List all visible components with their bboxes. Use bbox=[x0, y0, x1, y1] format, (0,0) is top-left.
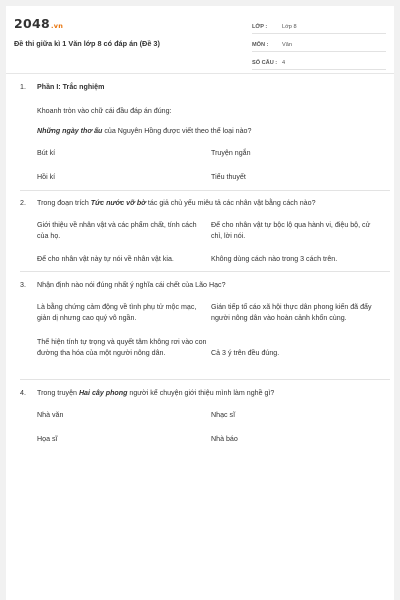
option-c[interactable]: Hồi kí bbox=[37, 173, 56, 181]
question-pre: Trong đoạn trích bbox=[37, 199, 91, 207]
question-number: 1. bbox=[20, 83, 26, 91]
question-text: Nhận định nào nói đúng nhất ý nghĩa cái chết của Lão Hạc? bbox=[37, 281, 226, 289]
work-title: Những ngày thơ ấu bbox=[37, 127, 103, 135]
question-divider bbox=[20, 190, 390, 191]
option-b[interactable]: Để cho nhân vật tự bộc lộ qua hành vi, điệu bộ, cử chỉ, lời nói. bbox=[211, 221, 371, 240]
option-d[interactable]: Nhà báo bbox=[211, 435, 238, 443]
meta-row-question-count bbox=[252, 57, 386, 70]
work-title: Hai cây phong bbox=[78, 389, 128, 397]
logo-main: 2048 bbox=[14, 16, 50, 31]
work-title: Tức nước vỡ bờ bbox=[90, 199, 146, 207]
meta-value: 4 bbox=[282, 60, 286, 66]
section-heading: Phần I: Trắc nghiệm bbox=[37, 83, 105, 91]
meta-label: LỚP : bbox=[252, 24, 268, 30]
option-c[interactable]: Họa sĩ bbox=[37, 435, 58, 443]
option-c[interactable]: Thể hiện tính tự trọng và quyết tâm không rơi vào con đường tha hóa của một người nông dân. bbox=[37, 338, 207, 357]
header-divider bbox=[6, 73, 394, 74]
meta-label: MÔN : bbox=[252, 42, 269, 48]
question-rest: của Nguyên Hồng được viết theo thể loại nào? bbox=[102, 127, 252, 135]
option-b[interactable]: Nhạc sĩ bbox=[211, 411, 236, 419]
option-b[interactable]: Truyện ngắn bbox=[211, 149, 251, 157]
meta-value: Văn bbox=[282, 42, 292, 48]
meta-row-class bbox=[252, 21, 386, 34]
question-rest: tác giả chủ yếu miêu tả các nhân vật bằng cách nào? bbox=[145, 199, 316, 207]
option-a[interactable]: Nhà văn bbox=[37, 411, 64, 419]
logo-suffix: .vn bbox=[51, 22, 64, 30]
document-meta bbox=[252, 21, 386, 75]
question-number: 3. bbox=[20, 281, 26, 289]
document-title: Đề thi giữa kì 1 Văn lớp 8 có đáp án (Đề 3) bbox=[14, 39, 160, 48]
question-rest: người kể chuyện giới thiệu mình làm nghề gì? bbox=[127, 389, 275, 397]
option-a[interactable]: Giới thiệu về nhân vật và các phẩm chất, tính cách của họ. bbox=[37, 221, 197, 240]
option-c[interactable]: Để cho nhân vật này tự nói về nhân vật kia. bbox=[37, 255, 174, 263]
question-number: 4. bbox=[20, 389, 26, 397]
question-divider bbox=[20, 271, 390, 272]
meta-label: SỐ CÂU : bbox=[252, 60, 278, 66]
instruction-text: Khoanh tròn vào chữ cái đầu đáp án đúng: bbox=[37, 107, 172, 115]
document-page bbox=[6, 6, 394, 600]
page-header bbox=[6, 6, 394, 72]
question-text bbox=[37, 388, 377, 399]
site-logo[interactable] bbox=[14, 16, 63, 31]
question-text bbox=[37, 126, 377, 137]
meta-value: Lớp 8 bbox=[282, 24, 297, 30]
option-a[interactable]: Bút kí bbox=[37, 149, 56, 157]
meta-row-subject bbox=[252, 39, 386, 52]
option-d[interactable]: Tiểu thuyết bbox=[211, 173, 246, 181]
option-a[interactable]: Là bằng chứng cảm động về tình phụ tử mộc mạc, giản dị nhưng cao quý vô ngần. bbox=[37, 303, 197, 322]
question-number: 2. bbox=[20, 199, 26, 207]
question-text bbox=[37, 198, 377, 209]
option-d[interactable]: Không dùng cách nào trong 3 cách trên. bbox=[211, 255, 338, 263]
option-d[interactable]: Cả 3 ý trên đều đúng. bbox=[211, 349, 280, 357]
question-pre: Trong truyện bbox=[37, 389, 79, 397]
question-divider bbox=[20, 379, 390, 380]
option-b[interactable]: Gián tiếp tố cáo xã hội thực dân phong kiến đã đẩy người nông dân vào hoàn cảnh khốn cùng. bbox=[211, 303, 372, 322]
